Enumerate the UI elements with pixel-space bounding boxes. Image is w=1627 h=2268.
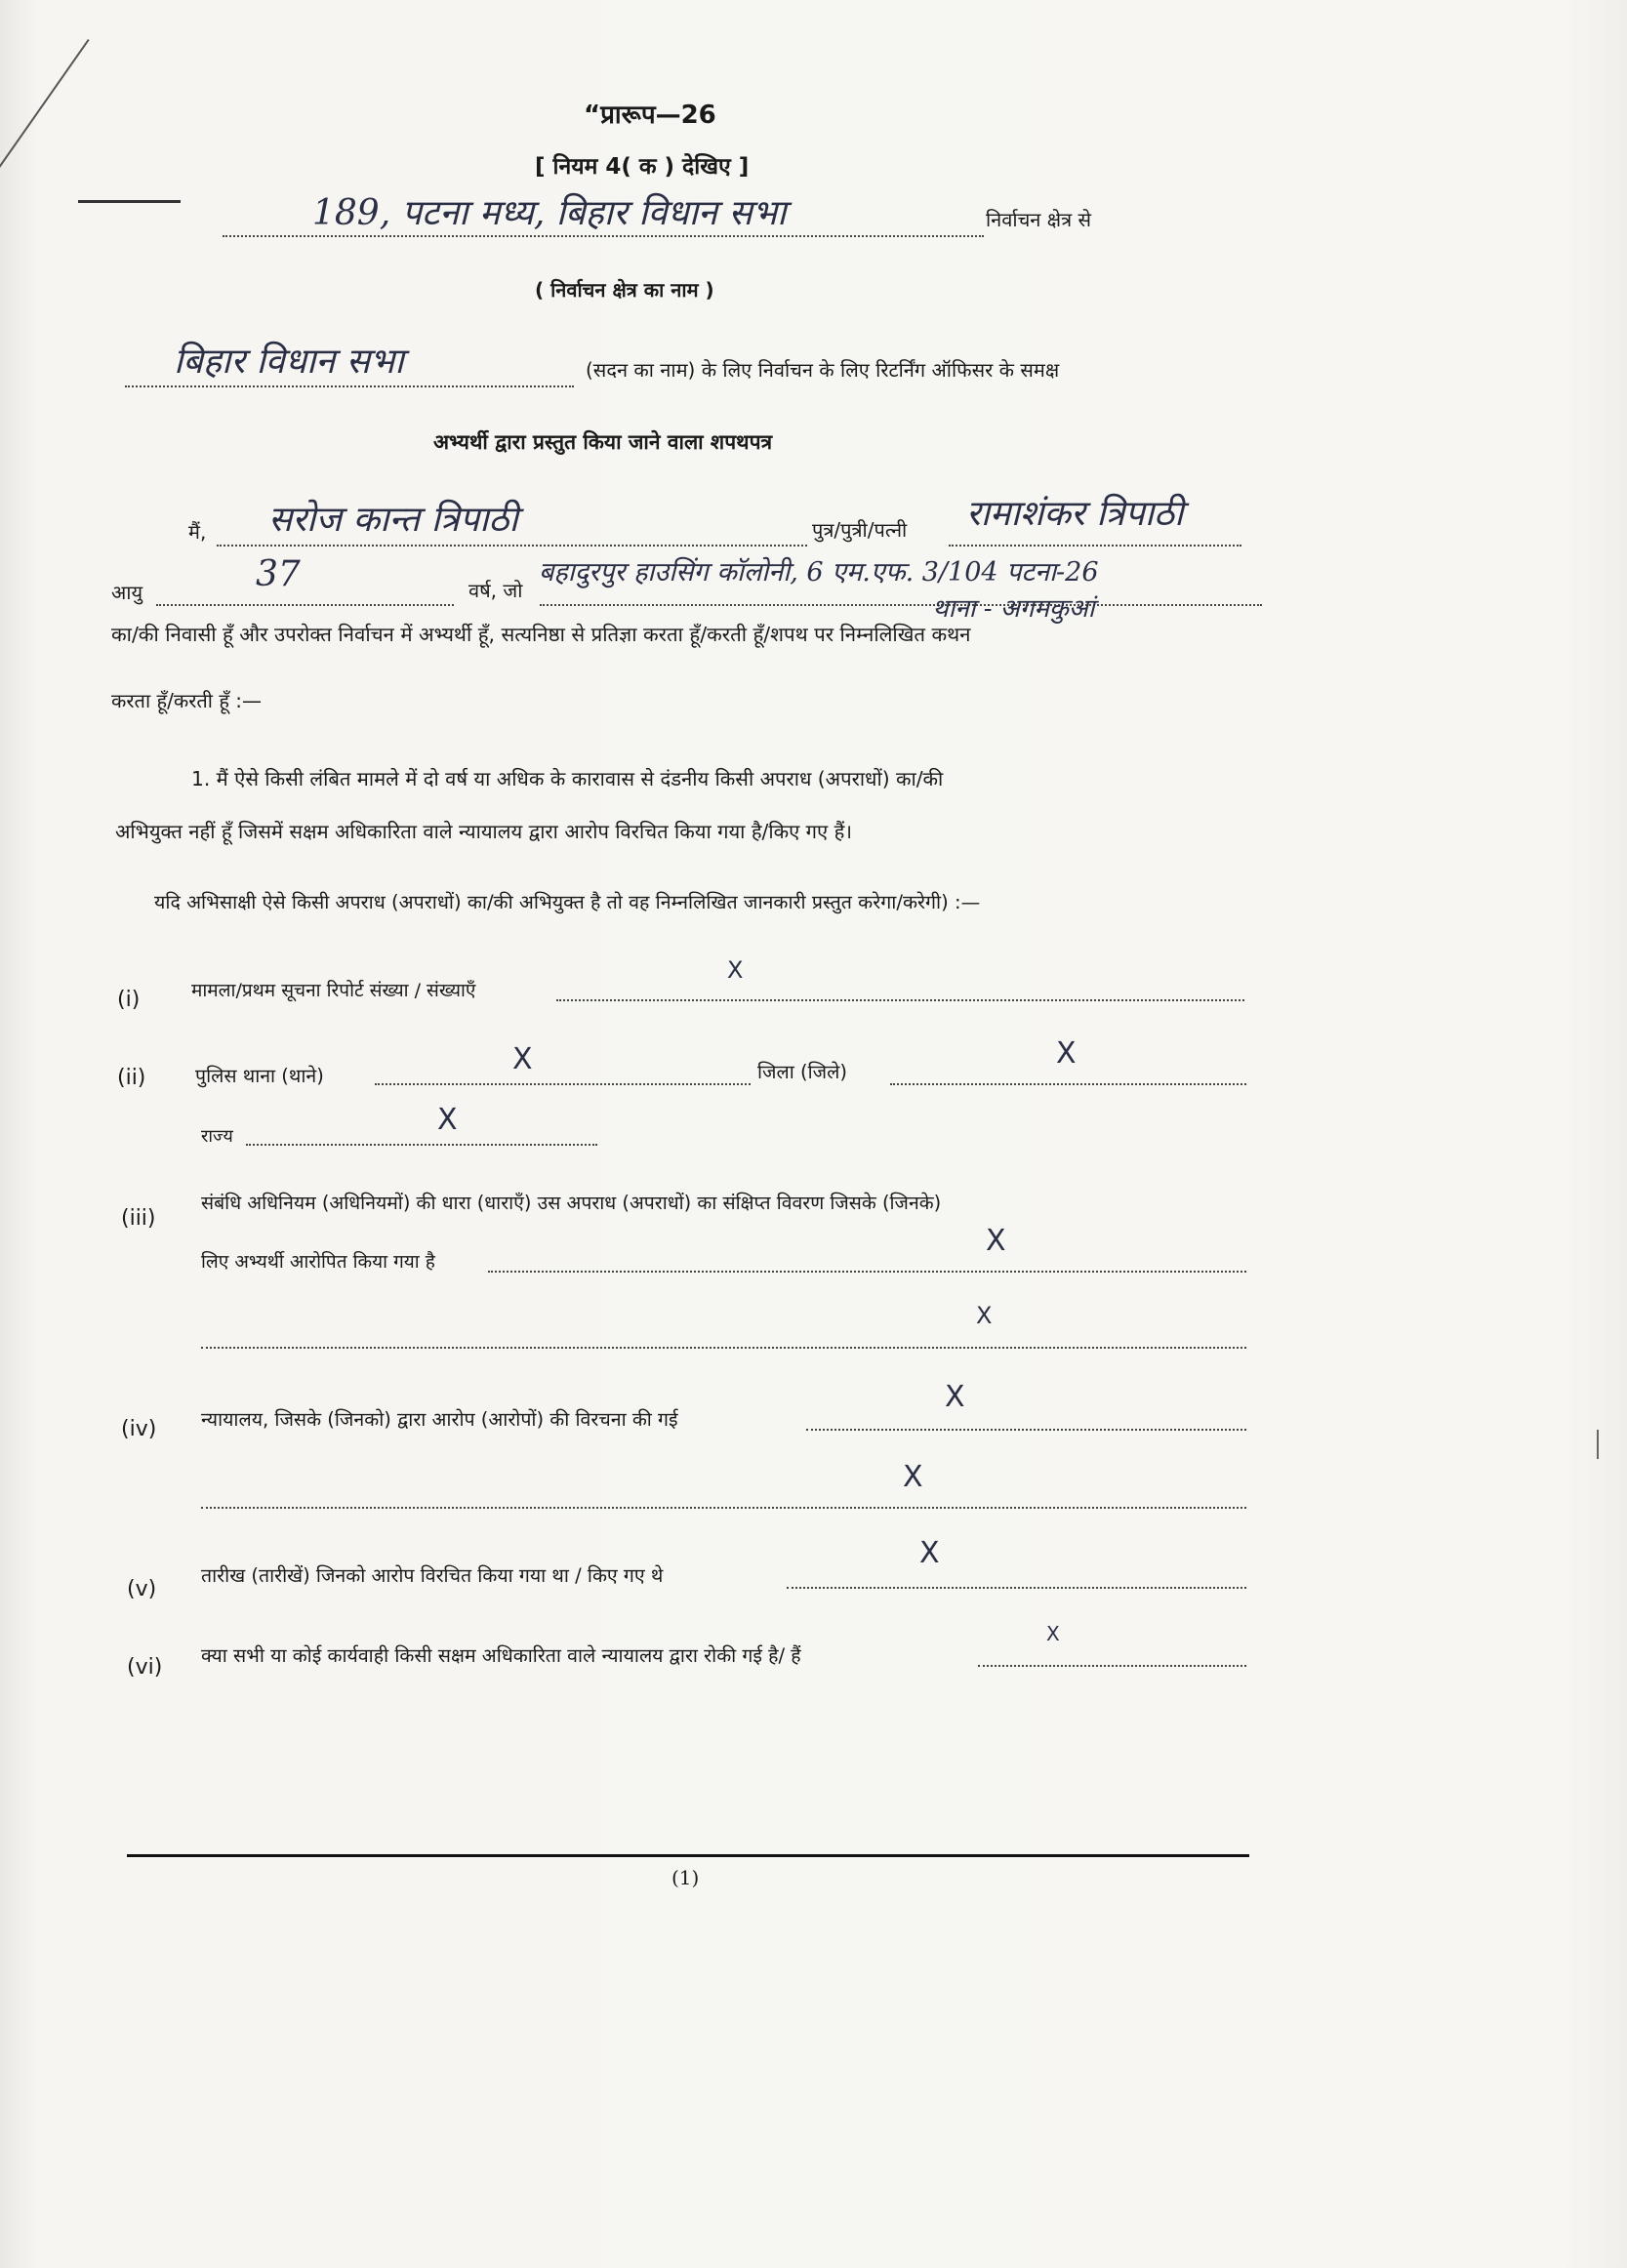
father-dotted-line — [949, 543, 1241, 547]
item-vi-dotted-line — [978, 1663, 1246, 1667]
item-iii-cross-2: X — [976, 1302, 993, 1329]
item-vi-text: क्या सभी या कोई कार्यवाही किसी सक्षम अधिकारिता वाले न्यायालय द्वारा रोकी गई है/ हैं — [201, 1644, 801, 1667]
item-iv-cross-1: X — [945, 1380, 965, 1414]
handwritten-name: सरोज कान्त त्रिपाठी — [268, 500, 518, 540]
name-dotted-line — [217, 543, 807, 547]
scan-edge-mark — [1597, 1430, 1599, 1459]
item-v-text: तारीख (तारीखें) जिनको आरोप विरचित किया गया था / किए गए थे — [201, 1564, 664, 1587]
handwritten-address-line2: थाना - अगमकुआं — [932, 594, 1095, 624]
scan-dash-mark — [78, 200, 181, 203]
form-title: “प्रारूप—26 — [584, 101, 716, 130]
item-iii-cross-1: X — [986, 1224, 1006, 1258]
item-iv-dotted-line-1 — [806, 1427, 1246, 1431]
district-cross: X — [1056, 1036, 1077, 1071]
handwritten-age: 37 — [256, 554, 301, 594]
item-iii-number: (iii) — [121, 1206, 156, 1231]
clause1-line2: अभियुक्त नहीं हूँ जिसमें सक्षम अधिकारिता वाले न्यायालय द्वारा आरोप विरचित किया गया है/किए गए हैं। — [115, 820, 852, 843]
item-iii-dotted-line-2 — [201, 1345, 1246, 1349]
footer-rule — [127, 1854, 1249, 1857]
handwritten-father: रामाशंकर त्रिपाठी — [966, 494, 1184, 534]
item-iv-number: (iv) — [121, 1417, 157, 1441]
item-vi-number: (vi) — [127, 1655, 163, 1680]
district-dotted-line — [890, 1081, 1246, 1085]
handwritten-address: बहादुरपुर हाउसिंग कॉलोनी, 6 एम.एफ. 3/104 पटना-26 — [539, 557, 1099, 587]
age-dotted-line — [156, 602, 454, 606]
page-number: (1) — [671, 1866, 700, 1889]
handwritten-house: बिहार विधान सभा — [174, 342, 404, 382]
address-dotted-line — [540, 602, 1262, 606]
item-i-cross: X — [727, 956, 744, 984]
item-i-text: मामला/प्रथम सूचना रिपोर्ट संख्या / संख्याएँ — [191, 980, 476, 1001]
affidavit-title: अभ्यर्थी द्वारा प्रस्तुत किया जाने वाला शपथपत्र — [433, 430, 773, 454]
relation-label: पुत्र/पुत्री/पत्नी — [812, 518, 908, 542]
item-v-dotted-line — [787, 1585, 1246, 1589]
years-label: वर्ष, जो — [468, 579, 523, 602]
state-line: करता हूँ/करती हूँ :— — [111, 689, 263, 712]
police-station-dotted-line — [375, 1081, 751, 1085]
police-station-cross: X — [512, 1042, 533, 1076]
item-iv-dotted-line-2 — [201, 1505, 1246, 1509]
item-ii-text: पुलिस थाना (थाने) — [195, 1065, 324, 1087]
rule-reference: [ नियम 4( क ) देखिए ] — [535, 154, 750, 180]
i-label: मैं, — [188, 520, 207, 544]
item-iii-dotted-line-1 — [488, 1269, 1246, 1273]
item-ii-district-label: जिला (जिले) — [757, 1061, 847, 1083]
item-ii-number: (ii) — [117, 1066, 146, 1090]
item-iii-text2: लिए अभ्यर्थी आरोपित किया गया है — [201, 1251, 435, 1273]
clause1-line1: 1. मैं ऐसे किसी लंबित मामले में दो वर्ष या अधिक के कारावास से दंडनीय किसी अपराध (अपराधों) का/की — [191, 767, 944, 790]
item-vi-cross: X — [1046, 1622, 1060, 1645]
house-text: (सदन का नाम) के लिए निर्वाचन के लिए रिटर्निंग ऑफिसर के समक्ष — [586, 358, 1060, 382]
constituency-caption: ( निर्वाचन क्षेत्र का नाम ) — [535, 278, 714, 302]
item-ii-state-label: राज्य — [201, 1126, 233, 1147]
house-dotted-line — [125, 384, 574, 387]
item-v-cross: X — [919, 1536, 940, 1570]
state-cross: X — [437, 1103, 458, 1137]
item-iii-text: संबंधि अधिनियम (अधिनियमों) की धारा (धाराएँ) उस अपराध (अपराधों) का संक्षिप्त विवरण जिसके (जिनके) — [201, 1192, 942, 1214]
clause1-intro: यदि अभिसाक्षी ऐसे किसी अपराध (अपराधों) का/की अभियुक्त है तो वह निम्नलिखित जानकारी प्रस्तुत करेगा/करेगी) :— — [154, 891, 981, 913]
item-iv-text: न्यायालय, जिसके (जिनको) द्वारा आरोप (आरोपों) की विरचना की गई — [201, 1408, 678, 1431]
scan-diagonal-line — [0, 39, 90, 280]
item-v-number: (v) — [127, 1577, 157, 1601]
constituency-suffix: निर्वाचन क्षेत्र से — [986, 208, 1091, 231]
item-i-number: (i) — [117, 988, 141, 1012]
item-iv-cross-2: X — [903, 1460, 923, 1494]
handwritten-constituency: 189, पटना मध्य, बिहार विधान सभा — [312, 193, 787, 233]
resident-line: का/की निवासी हूँ और उपरोक्त निर्वाचन में अभ्यर्थी हूँ, सत्यनिष्ठा से प्रतिज्ञा करता हूँ/करती हूँ/शपथ पर निम्नलिखित कथन — [111, 623, 971, 646]
state-dotted-line — [246, 1142, 597, 1146]
age-label: आयु — [111, 581, 143, 604]
item-i-dotted-line — [556, 997, 1244, 1001]
